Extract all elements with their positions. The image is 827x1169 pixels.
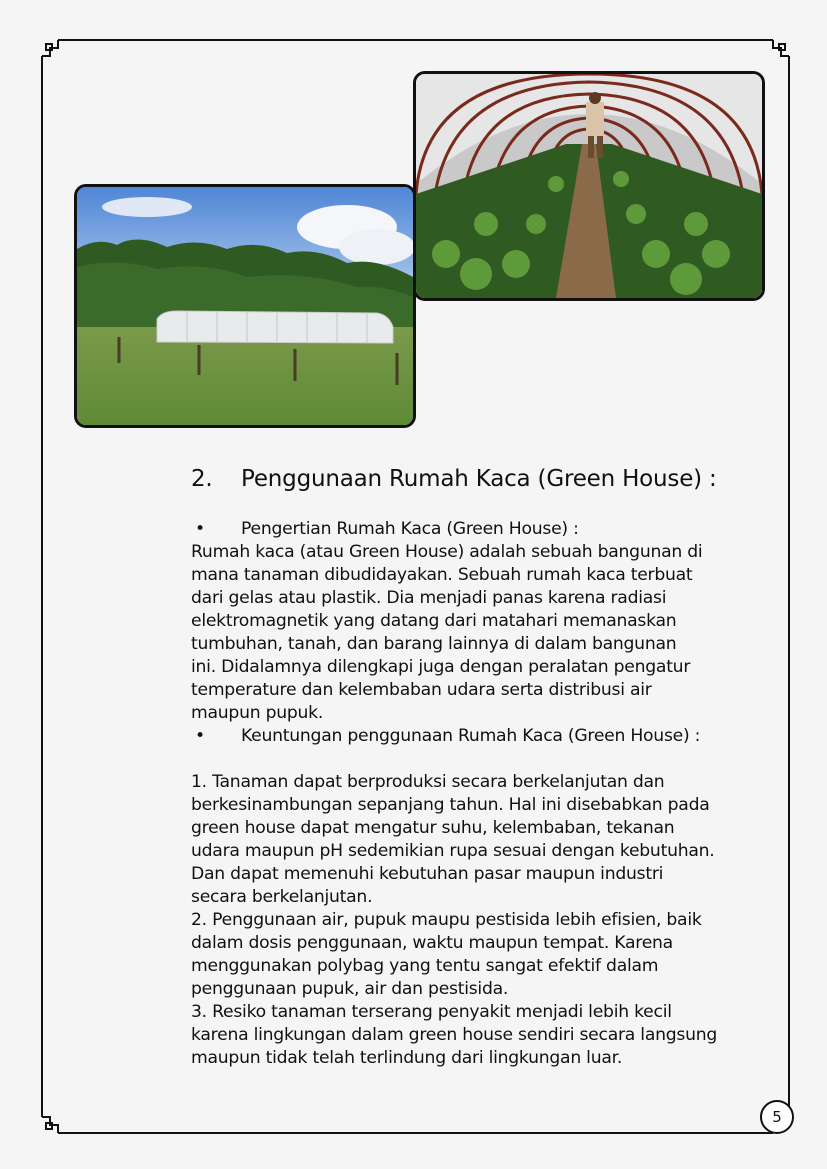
definition-heading: • Pengertian Rumah Kaca (Green House) : (191, 518, 751, 541)
paragraph-line: dalam dosis penggunaan, waktu maupun tempat. Karena (191, 933, 673, 953)
paragraph-line: maupun pupuk. (191, 703, 324, 723)
paragraph-line: Dan dapat memenuhi kebutuhan pasar maupun industri (191, 864, 664, 884)
greenhouse-interior-photo (413, 71, 765, 301)
paragraph-line: temperature dan kelembaban udara serta distribusi air (191, 680, 652, 700)
paragraph-line: Rumah kaca (atau Green House) adalah sebuah bangunan di (191, 542, 703, 562)
paragraph-line: green house dapat mengatur suhu, kelembaban, tekanan (191, 818, 675, 838)
paragraph-line: 1. Tanaman dapat berproduksi secara berkelanjutan dan (191, 772, 665, 792)
paragraph-line: dari gelas atau plastik. Dia menjadi panas karena radiasi (191, 588, 667, 608)
paragraph-line: 2. Penggunaan air, pupuk maupu pestisida lebih efisien, baik (191, 910, 702, 930)
paragraph-line: elektromagnetik yang datang dari matahari memanaskan (191, 611, 677, 631)
body-text (191, 518, 751, 1070)
bullet: • (195, 726, 205, 746)
paragraph-line: mana tanaman dibudidayakan. Sebuah rumah kaca terbuat (191, 565, 693, 585)
section-heading (191, 466, 717, 492)
paragraph-line: secara berkelanjutan. (191, 887, 373, 907)
greenhouse-field-photo (74, 184, 416, 428)
page-number: 5 (760, 1100, 794, 1134)
paragraph-line: ini. Didalamnya dilengkapi juga dengan peralatan pengatur (191, 657, 691, 677)
paragraph-line: menggunakan polybag yang tentu sangat efektif dalam (191, 956, 659, 976)
paragraph-line: maupun tidak telah terlindung dari lingkungan luar. (191, 1048, 623, 1068)
section-number: 2. (191, 466, 213, 492)
bullet: • (195, 519, 205, 539)
paragraph-line: berkesinambungan sepanjang tahun. Hal ini disebabkan pada (191, 795, 710, 815)
section-title: Penggunaan Rumah Kaca (Green House) : (241, 466, 717, 492)
benefits-heading: • Keuntungan penggunaan Rumah Kaca (Green House) : (191, 725, 751, 748)
paragraph-line: 3. Resiko tanaman terserang penyakit menjadi lebih kecil (191, 1002, 672, 1022)
paragraph-line: karena lingkungan dalam green house sendiri secara langsung (191, 1025, 718, 1045)
paragraph-line: udara maupun pH sedemikian rupa sesuai dengan kebutuhan. (191, 841, 715, 861)
paragraph-line: tumbuhan, tanah, dan barang lainnya di dalam bangunan (191, 634, 677, 654)
paragraph-line: penggunaan pupuk, air dan pestisida. (191, 979, 509, 999)
